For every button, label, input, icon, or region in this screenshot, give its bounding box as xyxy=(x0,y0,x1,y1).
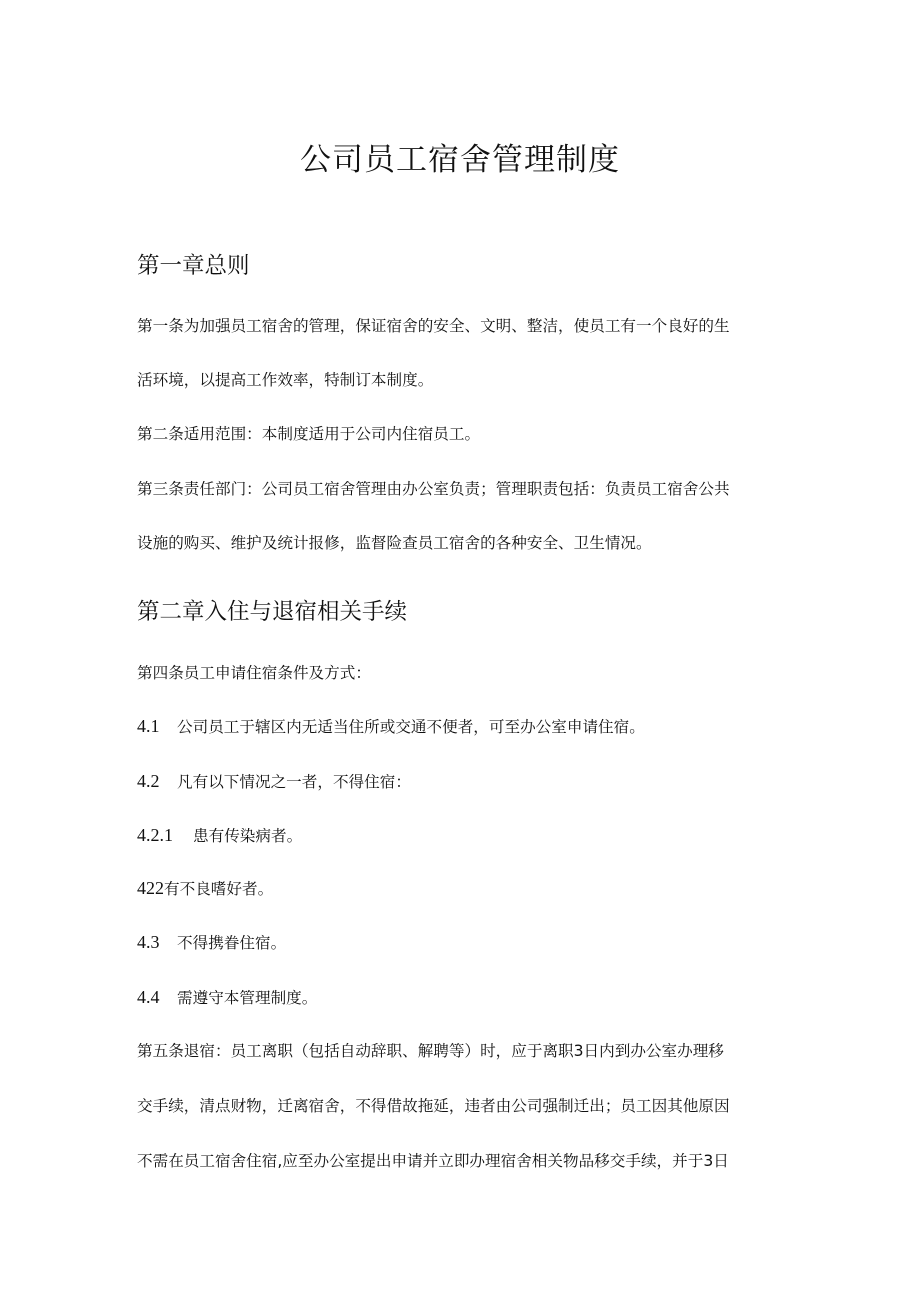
item-number: 4.3 xyxy=(137,932,160,952)
item-4-2-1 xyxy=(137,824,302,847)
item-text: 不得携眷住宿。 xyxy=(177,934,287,952)
article-3-line-2: 设施的购买、维护及统计报修，监督险查员工宿舍的各种安全、卫生情况。 xyxy=(137,534,652,552)
item-text: 有不良嗜好者。 xyxy=(164,880,274,898)
article-1-line-2: 活环境，以提高工作效率，特制订本制度。 xyxy=(137,371,434,389)
item-text: 需遵守本管理制度。 xyxy=(177,989,318,1007)
item-number: 4.1 xyxy=(137,716,160,736)
item-number: 422 xyxy=(137,878,164,898)
item-text: 患有传染病者。 xyxy=(193,827,303,845)
item-4-2-2 xyxy=(137,877,273,900)
item-4-3 xyxy=(137,931,286,954)
item-number: 4.4 xyxy=(137,987,160,1007)
article-5-line-3: 不需在员工宿舍住宿,应至办公室提出申请并立即办理宿舍相关物品移交手续，并于3日 xyxy=(137,1152,729,1170)
article-4: 第四条员工申请住宿条件及方式： xyxy=(137,664,371,682)
item-4-4 xyxy=(137,986,317,1009)
item-4-1 xyxy=(137,715,645,738)
document-title: 公司员工宿舍管理制度 xyxy=(300,142,620,178)
item-4-2 xyxy=(137,770,411,793)
chapter-2-heading: 第二章入住与退宿相关手续 xyxy=(137,599,408,625)
article-2: 第二条适用范围：本制度适用于公司内住宿员工。 xyxy=(137,425,481,443)
item-number: 4.2 xyxy=(137,771,160,791)
chapter-1-heading: 第一章总则 xyxy=(137,253,250,279)
item-text: 公司员工于辖区内无适当住所或交通不便者，可至办公室申请住宿。 xyxy=(177,718,645,736)
article-5-line-1: 第五条退宿：员工离职（包括自动辞职、解聘等）时，应于离职3日内到办公室办理移 xyxy=(137,1042,724,1060)
article-1-line-1: 第一条为加强员工宿舍的管理，保证宿舍的安全、文明、整洁，使员工有一个良好的生 xyxy=(137,317,730,335)
item-text: 凡有以下情况之一者，不得住宿： xyxy=(177,773,411,791)
item-number: 4.2.1 xyxy=(137,825,173,845)
article-3-line-1: 第三条责任部门：公司员工宿舍管理由办公室负责；管理职责包括：负责员工宿舍公共 xyxy=(137,480,730,498)
article-5-line-2: 交手续，清点财物，迁离宿舍，不得借故拖延，违者由公司强制迁出；员工因其他原因 xyxy=(137,1097,730,1115)
